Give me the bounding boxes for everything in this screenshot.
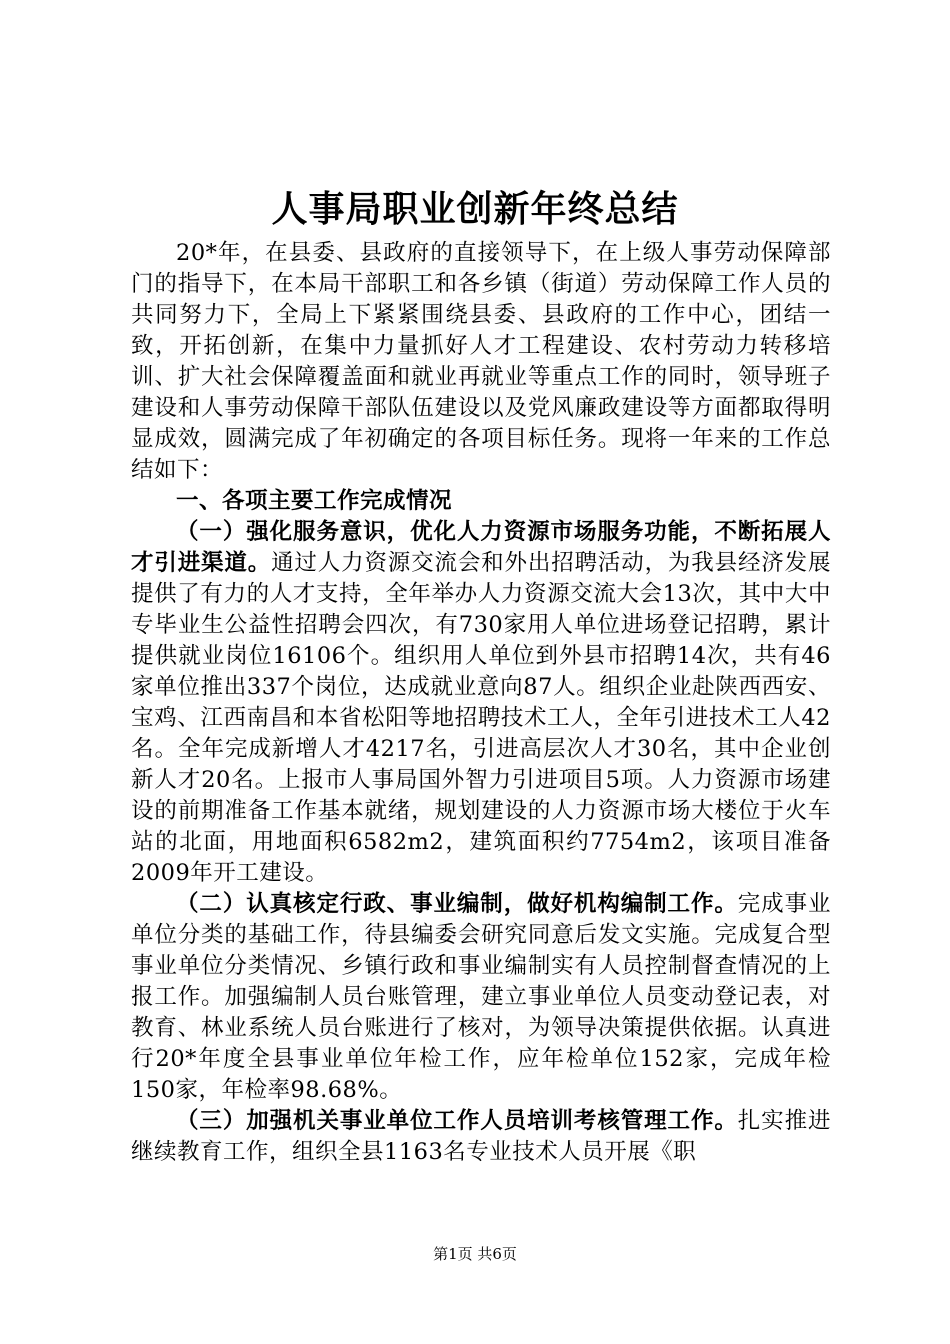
page-footer: 第1页 共6页 [433, 1245, 517, 1263]
document-body [131, 238, 831, 1168]
item-1-paragraph [131, 517, 831, 889]
item-2-lead: （二）认真核定行政、事业编制，做好机构编制工作。 [176, 891, 738, 917]
page-title: 人事局职业创新年终总结 [271, 188, 679, 230]
item-3-lead: （三）加强机关事业单位工作人员培训考核管理工作。 [176, 1108, 738, 1134]
item-2-text: 完成事业单位分类的基础工作，待县编委会研究同意后发文实施。完成复合型事业单位分类情况、乡镇行政和事业编制实有人员控制督查情况的上报工作。加强编制人员台账管理，建立事业单位人员变动登记表，对教育、林业系统人员台账进行了核对，为领导决策提供依据。认真进行20*年度全县事业单位年检工作，应年检单位152家，完成年检150家，年检率98.68%。 [131, 891, 831, 1103]
section-heading: 一、各项主要工作完成情况 [176, 488, 453, 514]
item-3-text: 扎实推进继续教育工作，组织全县1163名专业技术人员开展《职 [131, 1108, 831, 1165]
item-3-paragraph [131, 1106, 831, 1168]
item-2-paragraph [131, 889, 831, 1106]
item-1-text: 通过人力资源交流会和外出招聘活动，为我县经济发展提供了有力的人才支持，全年举办人力资源交流大会13次，其中大中专毕业生公益性招聘会四次，有730家用人单位进场登记招聘，累计提供就业岗位16106个。组织用人单位到外县市招聘14次，共有46家单位推出337个岗位，达成就业意向87人。组织企业赴陕西西安、宝鸡、江西南昌和本省松阳等地招聘技术工人，全年引进技术工人42名。全年完成新增人才4217名，引进高层次人才30名，其中企业创新人才20名。上报市人事局国外智力引进项目5项。人力资源市场建设的前期准备工作基本就绪，规划建设的人力资源市场大楼位于火车站的北面，用地面积6582m2，建筑面积约7754m2，该项目准备2009年开工建设。 [131, 550, 831, 886]
item-1-lead: （一）强化服务意识，优化人力资源市场服务功能，不断拓展人才引进渠道。 [131, 519, 831, 576]
intro-paragraph: 20*年，在县委、县政府的直接领导下，在上级人事劳动保障部门的指导下，在本局干部职工和各乡镇（街道）劳动保障工作人员的共同努力下，全局上下紧紧围绕县委、县政府的工作中心，团结一致，开拓创新，在集中力量抓好人才工程建设、农村劳动力转移培训、扩大社会保障覆盖面和就业再就业等重点工作的同时，领导班子建设和人事劳动保障干部队伍建设以及党风廉政建设等方面都取得明显成效，圆满完成了年初确定的各项目标任务。现将一年来的工作总结如下： [131, 240, 831, 483]
